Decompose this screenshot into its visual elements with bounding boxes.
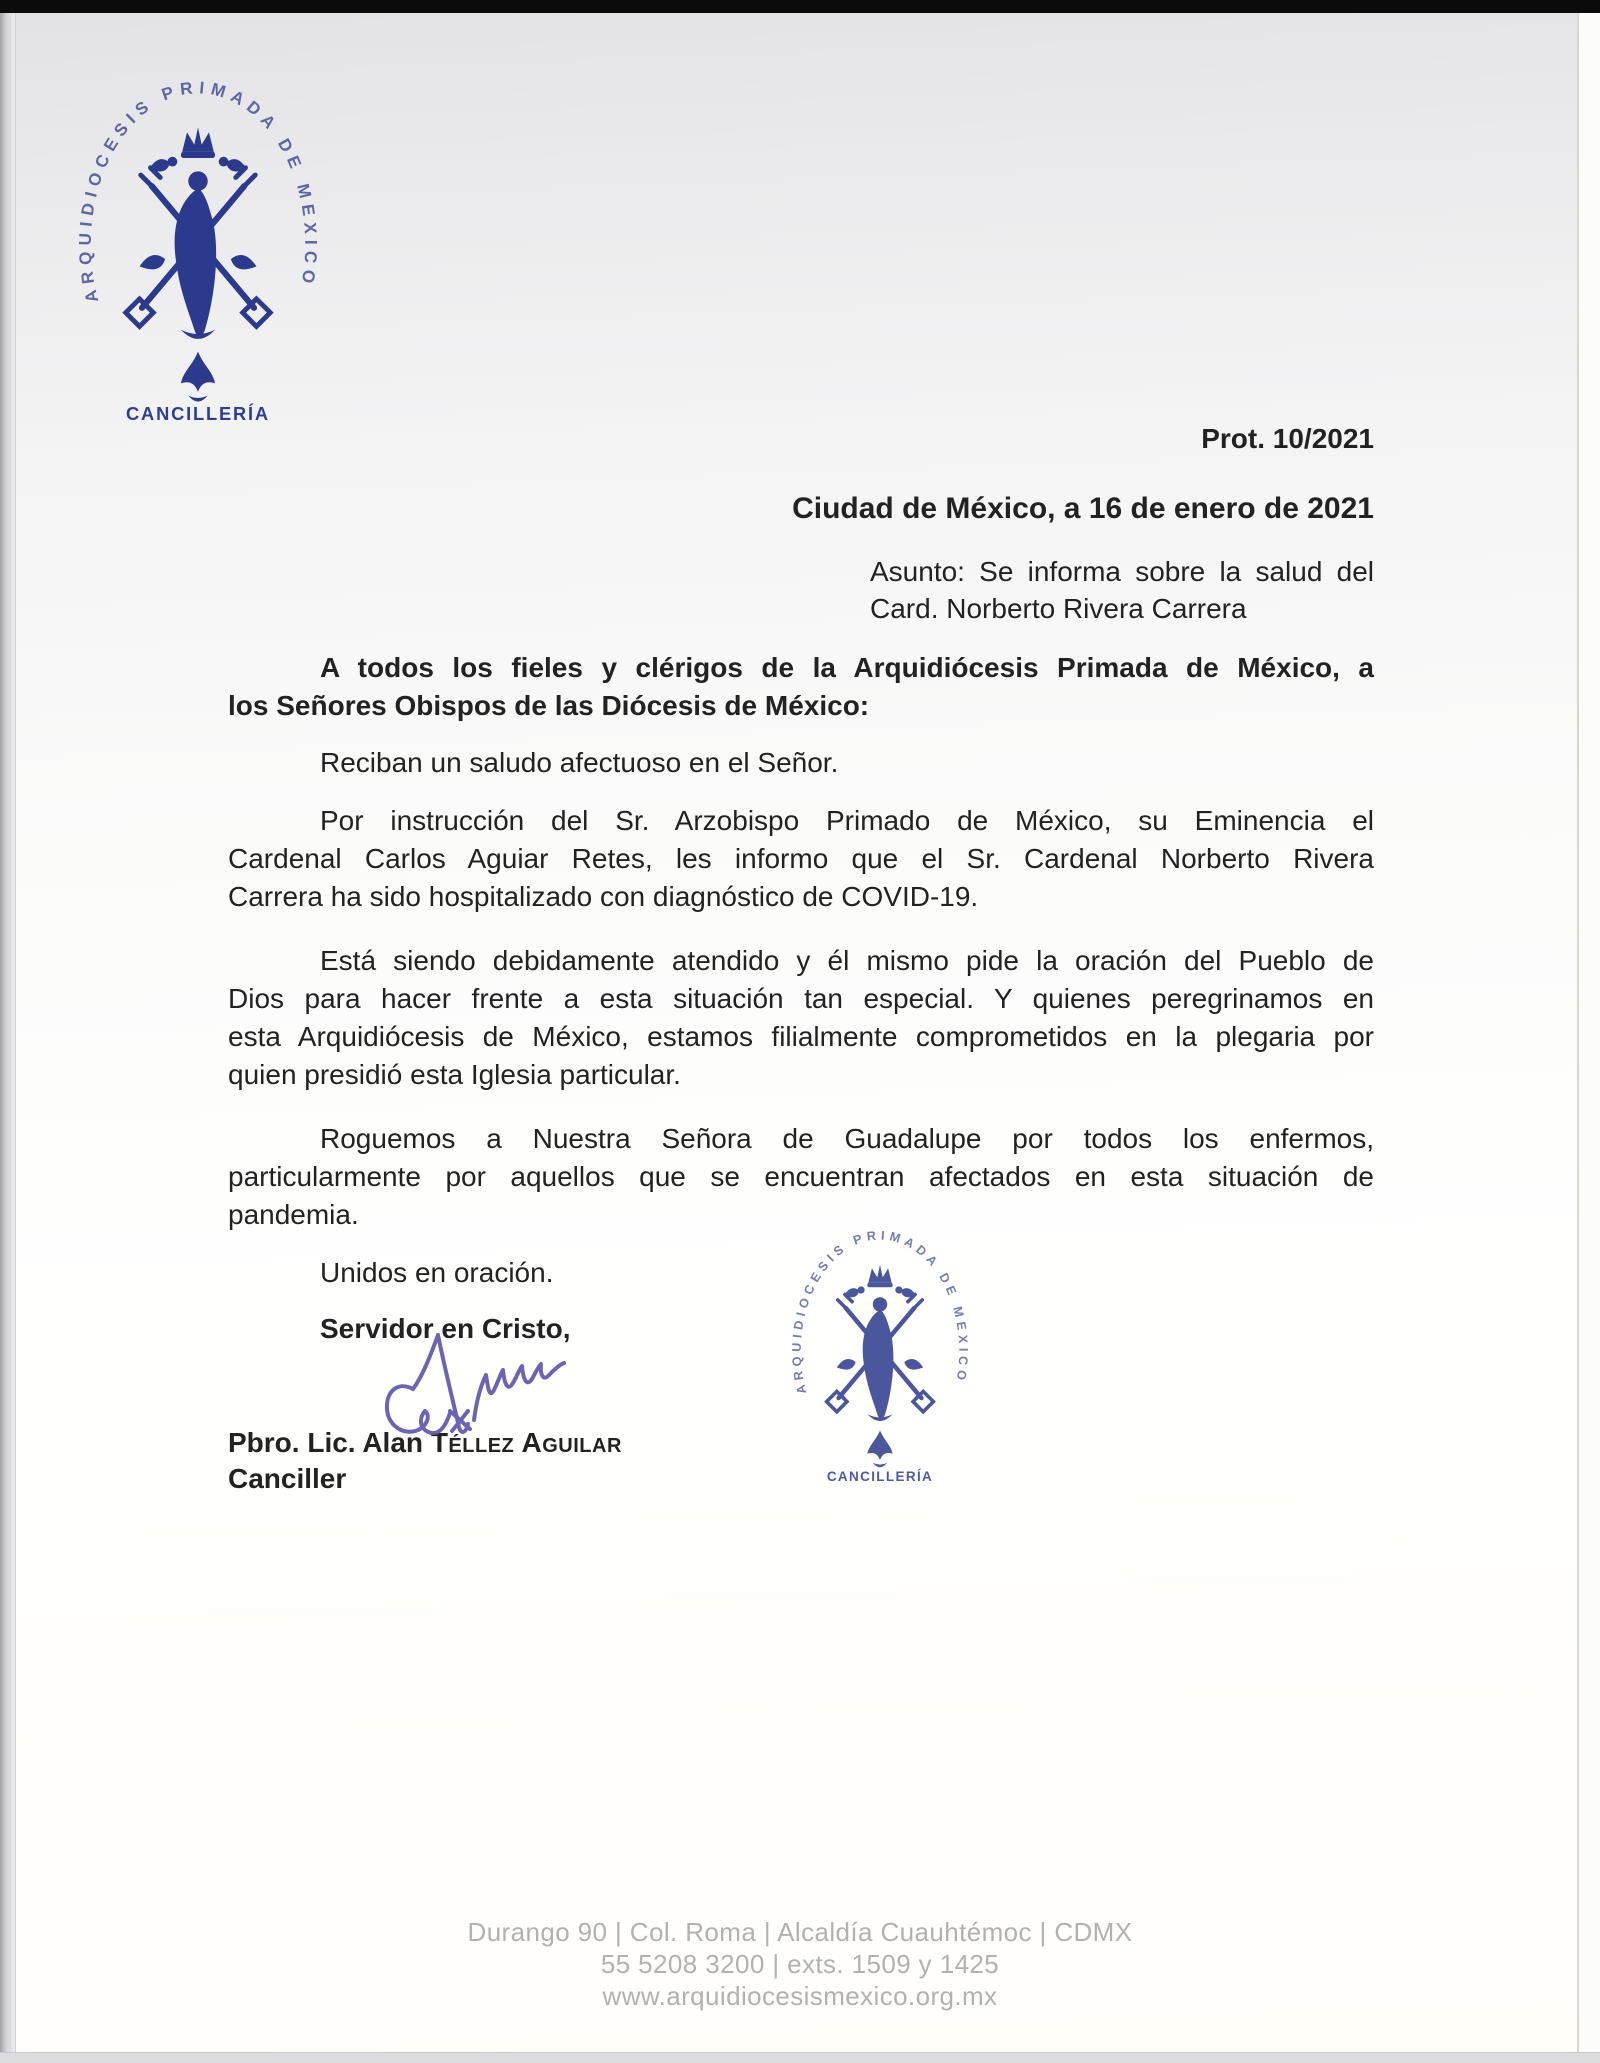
body-paragraph-2 <box>228 942 1374 1094</box>
text-line: Carrera ha sido hospitalizado con diagnóstico de COVID-19. <box>228 881 979 912</box>
text-line: quien presidió esta Iglesia particular. <box>228 1059 681 1090</box>
dateline: Ciudad de México, a 16 de enero de 2021 <box>792 492 1374 525</box>
seal-caption: CANCILLERÍA <box>826 1468 934 1484</box>
seal-ring-text: ARQUIDIOCESIS PRIMADA DE MEXICO <box>789 1228 971 1396</box>
text-line: A todos los fieles y clérigos de la Arquidiócesis Primada de México, a <box>320 652 1374 683</box>
signer-name: Pbro. Lic. Alan <box>228 1427 423 1458</box>
signer-role: Canciller <box>228 1463 347 1494</box>
archdiocese-seal-stamp-icon <box>781 1209 979 1488</box>
scan-left-edge <box>0 13 16 2062</box>
subject-block <box>870 553 1374 627</box>
footer-phone-line: 55 5208 3200 | exts. 1509 y 1425 <box>600 1949 1000 1979</box>
footer-website-line: www.arquidiocesismexico.org.mx <box>602 1981 998 2011</box>
seal-madonna-emblem <box>827 1265 934 1468</box>
text-line: esta Arquidiócesis de México, estamos filialmente comprometidos en la plegaria por <box>228 1021 1374 1052</box>
letterhead-footer <box>0 1916 1600 2012</box>
text-line: Card. Norberto Rivera Carrera <box>870 593 1247 624</box>
seal-ring-text: ARQUIDIOCESIS PRIMADA DE MEXICO <box>75 77 321 305</box>
valediction-line: Servidor en Cristo, <box>320 1313 571 1344</box>
text-line: Roguemos a Nuestra Señora de Guadalupe por todos los enfermos, <box>320 1123 1374 1154</box>
text-line: particularmente por aquellos que se encuentran afectados en esta situación de <box>228 1161 1374 1192</box>
seal-caption: CANCILLERÍA <box>126 402 270 424</box>
signer-surname: Téllez Aguilar <box>430 1427 622 1458</box>
text-line: Dios para hacer frente a esta situación tan especial. Y quienes peregrinamos en <box>228 983 1374 1014</box>
text-line: Está siendo debidamente atendido y él mismo pide la oración del Pueblo de <box>320 945 1374 976</box>
greeting-line: Reciban un saludo afectuoso en el Señor. <box>320 747 839 778</box>
text-line: los Señores Obispos de las Diócesis de México: <box>228 690 870 721</box>
text-line: Cardenal Carlos Aguiar Retes, les informo que el Sr. Cardenal Norberto Rivera <box>228 843 1374 874</box>
footer-address-line: Durango 90 | Col. Roma | Alcaldía Cuauhtémoc | CDMX <box>467 1917 1133 1947</box>
text-line: Asunto: Se informa sobre la salud del <box>870 556 1374 587</box>
closing-line: Unidos en oración. <box>320 1257 554 1288</box>
protocol-number: Prot. 10/2021 <box>1201 423 1374 454</box>
body-paragraph-1 <box>228 802 1374 916</box>
text-line: pandemia. <box>228 1199 359 1230</box>
scan-bottom-edge <box>0 2052 1600 2063</box>
text-line: Por instrucción del Sr. Arzobispo Primado de México, su Eminencia el <box>320 805 1374 836</box>
recipients-heading <box>228 649 1374 725</box>
handwritten-signature <box>380 1325 580 1450</box>
scan-right-edge <box>1577 13 1600 2062</box>
